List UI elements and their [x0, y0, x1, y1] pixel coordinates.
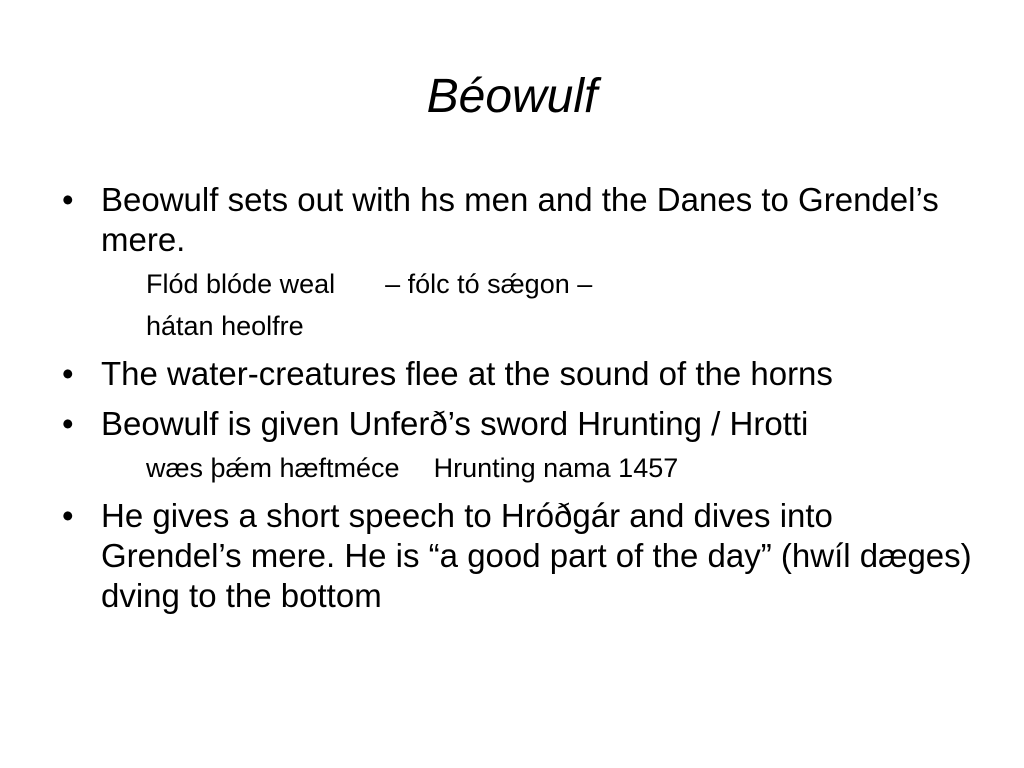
bullet-dot: •	[62, 355, 74, 392]
bullet-item	[62, 180, 972, 260]
bullet-dot: •	[62, 181, 74, 218]
quote-text: Flód blóde weal	[146, 269, 336, 299]
bullet-dot: •	[62, 405, 74, 442]
slide-body	[62, 180, 972, 616]
quote-text: – fólc tó sǽgon –	[385, 269, 593, 299]
bullet-item	[62, 404, 972, 444]
quote-text: hátan heolfre	[146, 311, 304, 341]
bullet-item	[62, 496, 972, 616]
bullet-item	[62, 354, 972, 394]
bullet-text: The water-creatures flee at the sound of the horns	[101, 355, 833, 392]
bullet-text: Beowulf is given Unferð’s sword Hrunting / Hrotti	[101, 405, 809, 442]
quote-line	[62, 450, 972, 486]
bullet-text: Beowulf sets out with hs men and the Danes to Grendel’s mere.	[101, 181, 939, 258]
quote-text: wæs þǽm hæftméce	[146, 453, 400, 483]
quote-text: Hrunting nama 1457	[433, 453, 679, 483]
bullet-text: He gives a short speech to Hróðgár and dives into Grendel’s mere. He is “a good part of the day” (hwíl dæges) dving to the bottom	[101, 497, 972, 614]
quote-line	[62, 308, 972, 344]
bullet-dot: •	[62, 497, 74, 534]
quote-line	[62, 266, 972, 302]
slide-title: Béowulf	[426, 70, 598, 123]
